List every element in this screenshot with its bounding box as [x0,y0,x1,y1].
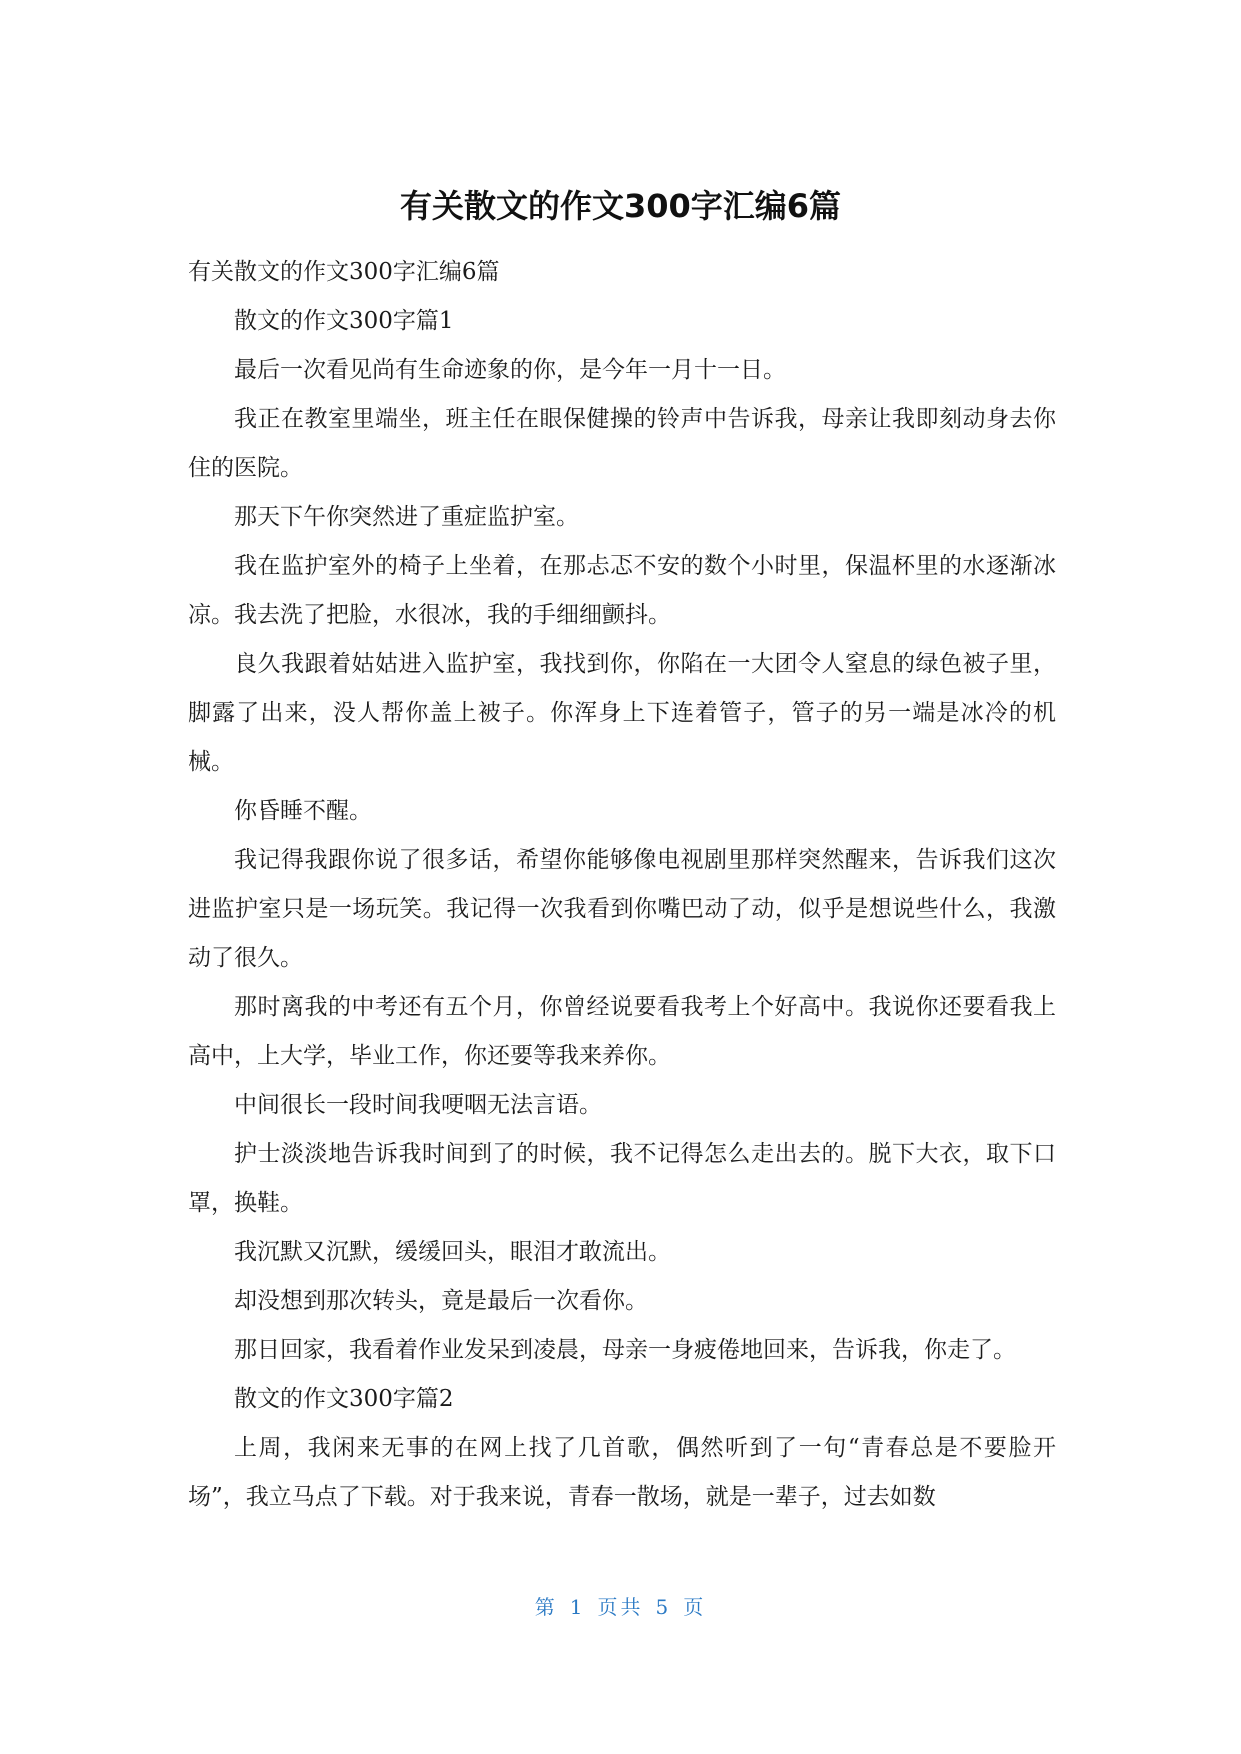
paragraph: 那日回家，我看着作业发呆到凌晨，母亲一身疲倦地回来，告诉我，你走了。 [234,1337,1016,1363]
total-pages-number: 5 [655,1595,672,1619]
page-label-mid: 页共 [597,1595,644,1619]
paragraph: 我在监护室外的椅子上坐着，在那忐忑不安的数个小时里，保温杯里的水逐渐冰凉。我去洗了把脸，水很冰，我的手细细颤抖。 [188,553,1056,628]
paragraph: 中间很长一段时间我哽咽无法言语。 [234,1092,602,1118]
document-subtitle: 有关散文的作文300字汇编6篇 [188,259,500,285]
paragraph: 最后一次看见尚有生命迹象的你，是今年一月十一日。 [234,357,786,383]
section-heading: 散文的作文300字篇2 [234,1386,454,1412]
page-label-prefix: 第 [534,1595,558,1619]
page-footer [0,1592,1241,1622]
paragraph: 那天下午你突然进了重症监护室。 [234,504,579,530]
document-title: 有关散文的作文300字汇编6篇 [399,187,842,225]
paragraph: 你昏睡不醒。 [234,798,372,824]
paragraph: 我沉默又沉默，缓缓回头，眼泪才敢流出。 [234,1239,671,1265]
paragraph: 护士淡淡地告诉我时间到了的时候，我不记得怎么走出去的。脱下大衣，取下口罩，换鞋。 [188,1141,1056,1216]
paragraph: 却没想到那次转头，竟是最后一次看你。 [234,1288,648,1314]
paragraph: 那时离我的中考还有五个月，你曾经说要看我考上个好高中。我说你还要看我上高中，上大学，毕业工作，你还要等我来养你。 [188,994,1056,1069]
document-body [188,248,1056,1522]
paragraph: 上周，我闲来无事的在网上找了几首歌，偶然听到了一句“青春总是不要脸开场”，我立马点了下载。对于我来说，青春一散场，就是一辈子，过去如数 [188,1435,1056,1510]
paragraph: 我记得我跟你说了很多话，希望你能够像电视剧里那样突然醒来，告诉我们这次进监护室只是一场玩笑。我记得一次我看到你嘴巴动了动，似乎是想说些什么，我激动了很久。 [188,847,1056,971]
page-label-suffix: 页 [683,1595,707,1619]
paragraph: 良久我跟着姑姑进入监护室，我找到你，你陷在一大团令人窒息的绿色被子里，脚露了出来，没人帮你盖上被子。你浑身上下连着管子，管子的另一端是冰冷的机械。 [188,651,1056,775]
section-heading: 散文的作文300字篇1 [234,308,454,334]
paragraph: 我正在教室里端坐，班主任在眼保健操的铃声中告诉我，母亲让我即刻动身去你住的医院。 [188,406,1056,481]
current-page-number: 1 [569,1595,586,1619]
